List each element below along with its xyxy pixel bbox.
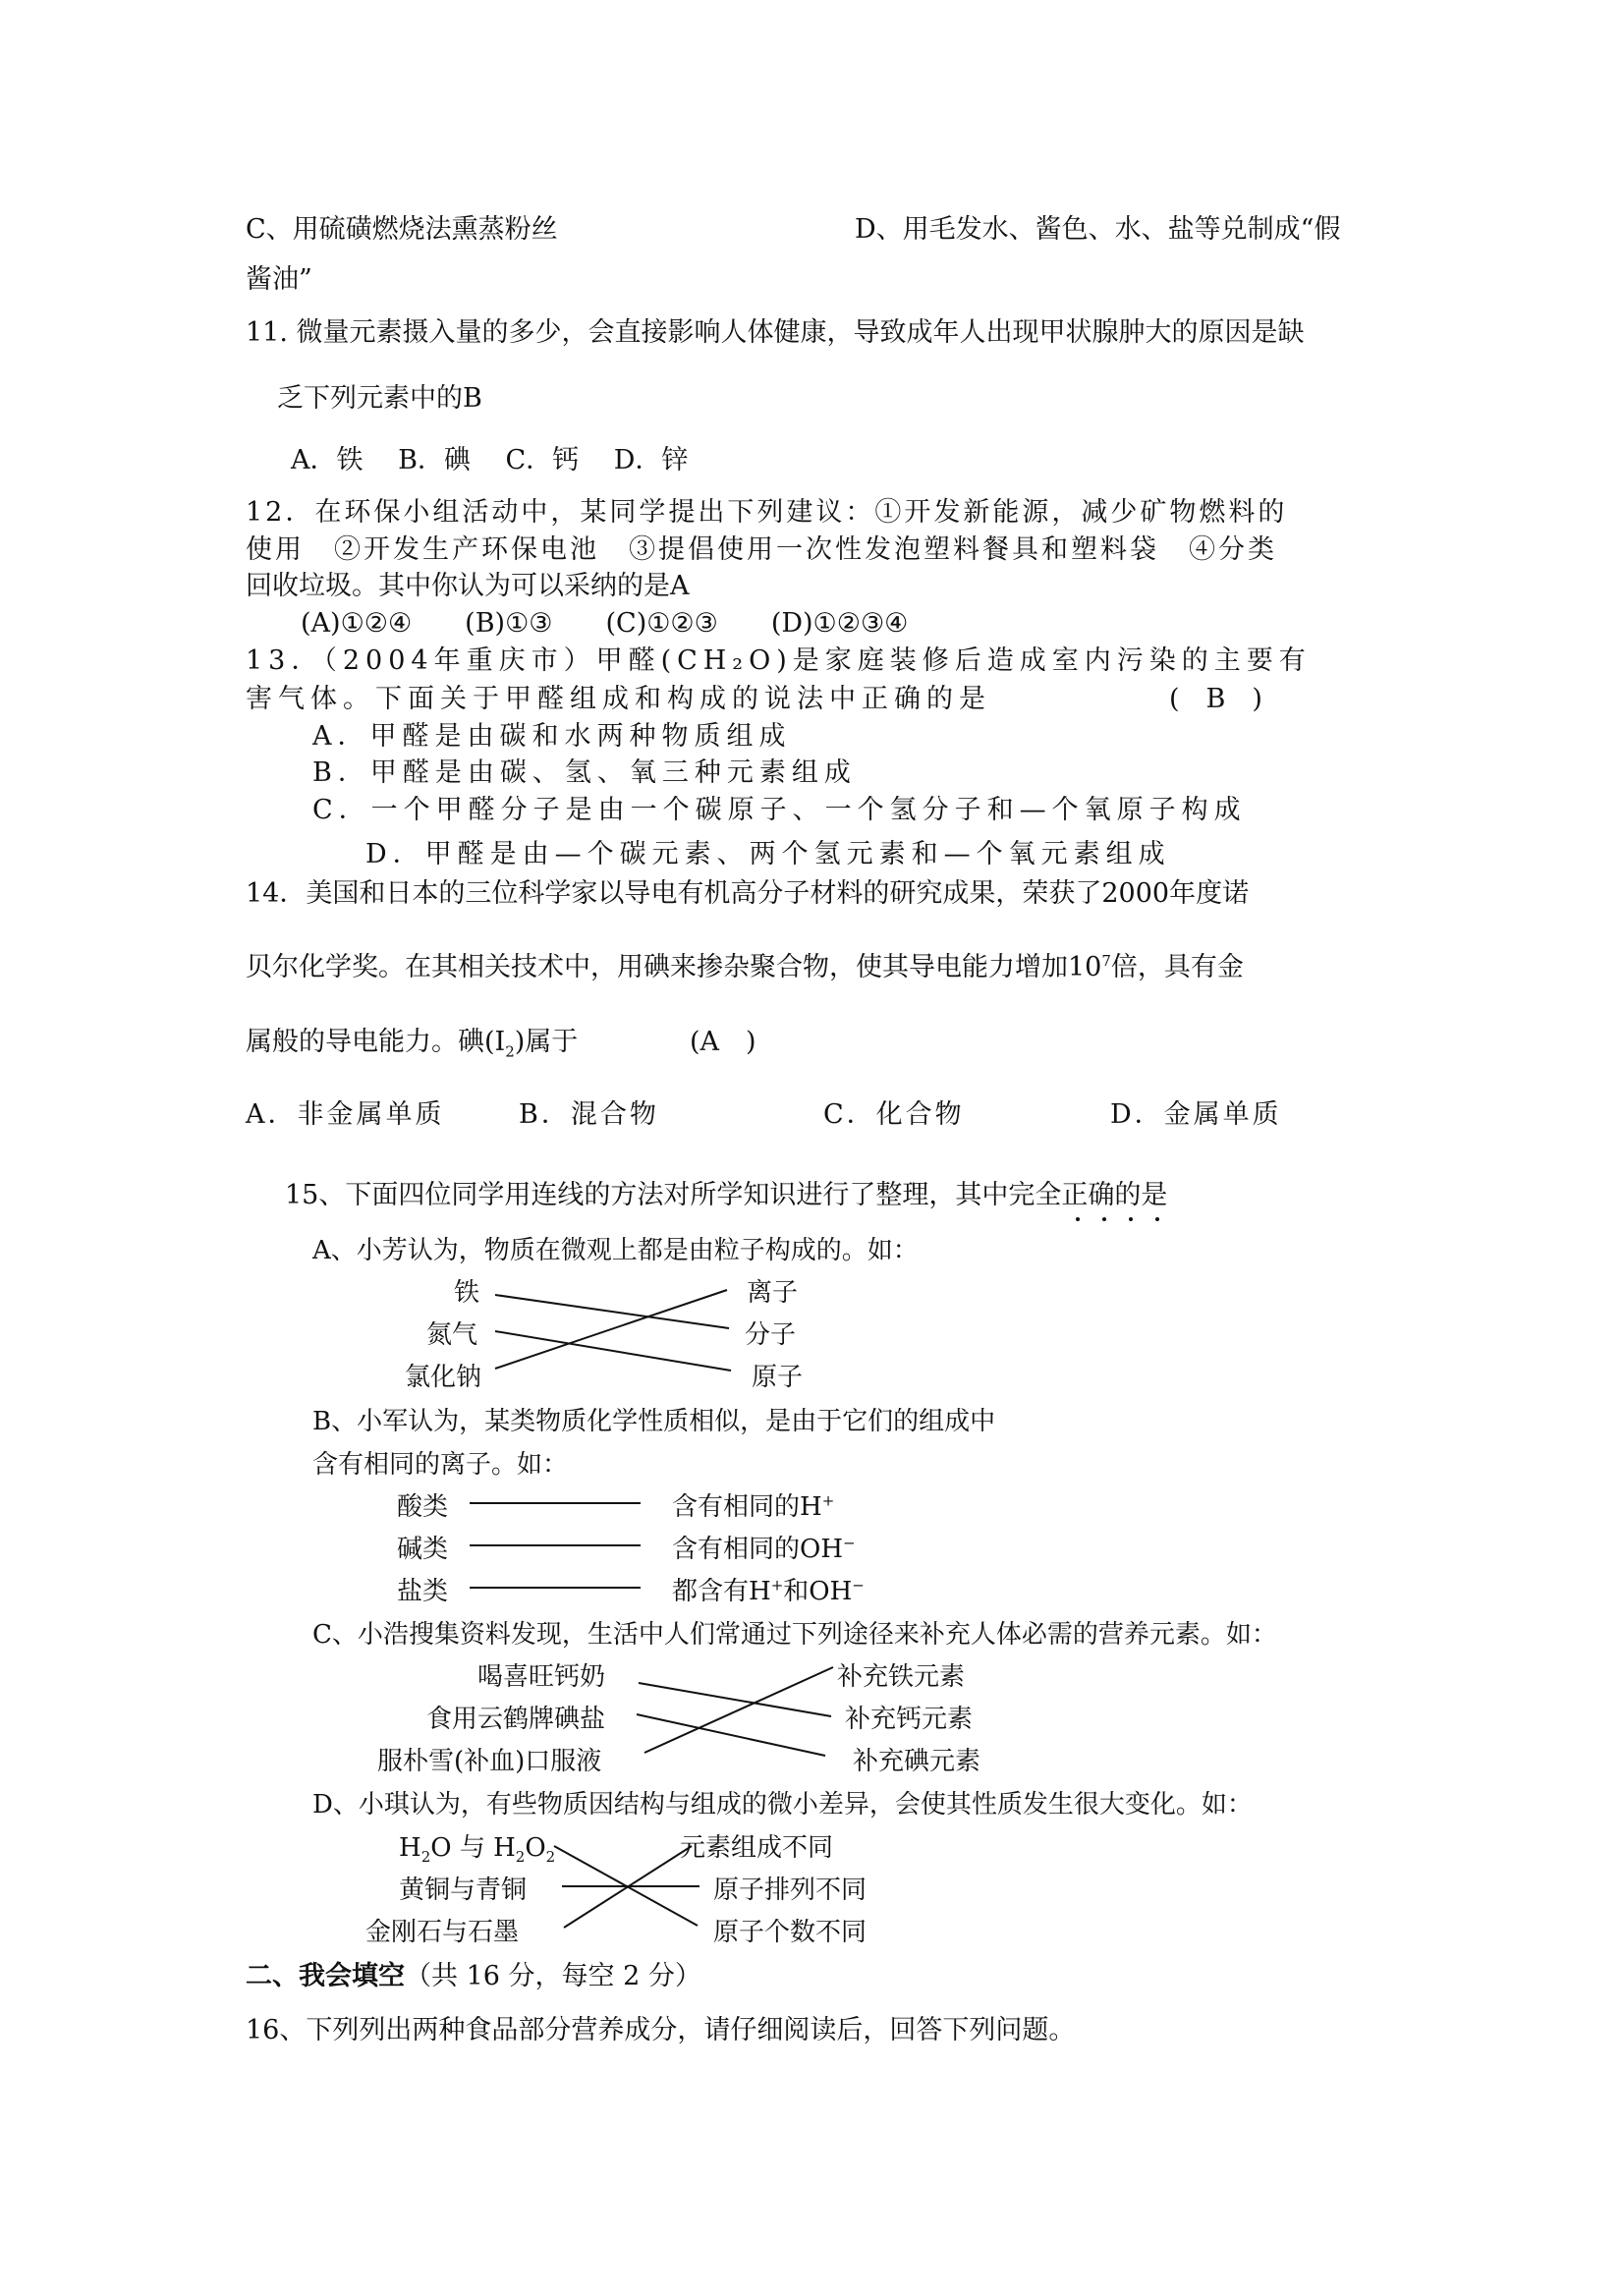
a-match-line (495, 1295, 729, 1328)
q14-line-1: 14．美国和日本的三位科学家以导电有机高分子材料的研究成果，荣获了2000年度诺 (246, 878, 1250, 909)
q15-c-left-2: 食用云鹤牌碘盐 (426, 1705, 606, 1734)
q15-b-right-1: 含有相同的H+ (672, 1491, 835, 1522)
q15-a-right-1: 离子 (747, 1278, 799, 1308)
c-match-line (637, 1714, 825, 1756)
q15-d-right-1: 元素组成不同 (680, 1833, 834, 1863)
q12-line-3: 回收垃圾。其中你认为可以采纳的是A (246, 571, 690, 601)
q15-d-intro: D、小琪认为，有些物质因结构与组成的微小差异，会使其性质发生很大变化。如： (312, 1790, 1253, 1820)
q14-option-c: C．化合物 (823, 1099, 965, 1130)
q15-c-right-1: 补充铁元素 (837, 1662, 966, 1692)
q13-answer: ( B ) (1169, 684, 1262, 714)
a-match-line (495, 1331, 731, 1371)
q12-line-1: 12．在环保小组活动中，某同学提出下列建议：①开发新能源，减少矿物燃料的 (246, 497, 1288, 528)
section-2-heading: 二、我会填空（共 16 分，每空 2 分） (246, 1961, 701, 1991)
q15-c-right-3: 补充碘元素 (853, 1747, 981, 1776)
q14-line-2: 贝尔化学奖。在其相关技术中，用碘来掺杂聚合物，使其导电能力增加$10^7$倍，具有金 (246, 952, 1244, 982)
q15-d-right-3: 原子个数不同 (713, 1918, 867, 1947)
q10-option-c: C、用硫磺燃烧法熏蒸粉丝 (246, 214, 558, 245)
q15-b-left-3: 盐类 (397, 1577, 449, 1606)
a-match-line (495, 1290, 727, 1369)
q13-option-b: B．甲醛是由碳、氢、氧三种元素组成 (312, 757, 857, 788)
q13-option-a: A．甲醛是由碳和水两种物质组成 (312, 721, 792, 752)
q15-d-left-1: $H_2O$ 与 $H_2O_2$ (399, 1833, 556, 1867)
q15-b-right-2: 含有相同的OH− (672, 1534, 856, 1564)
q15-a-left-1: 铁 (454, 1278, 480, 1308)
q15-b-right-3: 都含有H+和OH− (672, 1576, 865, 1606)
c-match-line (644, 1667, 833, 1753)
q15-d-left-3: 金刚石与石墨 (365, 1918, 520, 1947)
q12-options: (A)①②④ (B)①③ (C)①②③ (D)①②③④ (301, 608, 909, 639)
q11-options: A．铁 B．碘 C．钙 D．锌 (291, 445, 689, 476)
q15-d-right-2: 原子排列不同 (713, 1876, 867, 1905)
q14-option-d: D．金属单质 (1110, 1099, 1282, 1130)
q15-b-intro-2: 含有相同的离子。如： (312, 1450, 569, 1480)
q15-b-intro-1: B、小军认为，某类物质化学性质相似，是由于它们的组成中 (312, 1407, 996, 1436)
q13-option-d: D．甲醛是由—个碳元素、两个氢元素和—个氧元素组成 (365, 839, 1171, 869)
q15-c-right-2: 补充钙元素 (845, 1705, 974, 1734)
q12-line-2: 使用 ②开发生产环保电池 ③提倡使用一次性发泡塑料餐具和塑料袋 ④分类 (246, 534, 1277, 565)
q15-a-left-3: 氯化钠 (405, 1363, 482, 1392)
q13-line-2: 害气体。下面关于甲醛组成和构成的说法中正确的是 (246, 684, 991, 714)
q15-c-left-1: 喝喜旺钙奶 (477, 1662, 606, 1692)
q15-a-left-2: 氮气 (426, 1320, 478, 1350)
q10-option-d-continued: 酱油” (246, 264, 312, 295)
q14-answer: (A ) (690, 1027, 756, 1057)
q16-stem: 16、下列列出两种食品部分营养成分，请仔细阅读后，回答下列问题。 (246, 2015, 1076, 2045)
q15-stem: 15、下面四位同学用连线的方法对所学知识进行了整理，其中完全正确的是 (285, 1180, 1168, 1210)
q15-a-right-2: 分子 (745, 1320, 797, 1350)
q15-c-intro: C、小浩搜集资料发现，生活中人们常通过下列途径来补充人体必需的营养元素。如： (312, 1620, 1277, 1650)
q15-a-intro: A、小芳认为，物质在微观上都是由粒子构成的。如： (312, 1236, 919, 1265)
q14-line-3: 属般的导电能力。碘$(I_2)$属于 (246, 1027, 579, 1061)
q15-d-left-2: 黄铜与青铜 (399, 1876, 528, 1905)
q15-b-left-1: 酸类 (397, 1492, 449, 1522)
q11-stem: 11. 微量元素摄入量的多少，会直接影响人体健康，导致成年人出现甲状腺肿大的原因是缺 (246, 317, 1305, 348)
q10-option-d: D、用毛发水、酱色、水、盐等兑制成“假 (855, 214, 1341, 245)
q11-stem-continued: 乏下列元素中的B (277, 383, 482, 414)
q13-line-1: 13．（2004年重庆市）甲醛(CH₂O)是家庭装修后造成室内污染的主要有 (246, 645, 1312, 676)
q14-option-b: B．混合物 (519, 1099, 659, 1130)
q13-option-c: C．一个甲醛分子是由一个碳原子、一个氢分子和—个氧原子构成 (312, 795, 1247, 825)
q15-c-left-3: 服朴雪(补血)口服液 (377, 1747, 602, 1776)
q15-b-left-2: 碱类 (397, 1535, 449, 1564)
q15-a-right-3: 原子 (752, 1363, 804, 1392)
q14-option-a: A．非金属单质 (246, 1099, 445, 1130)
